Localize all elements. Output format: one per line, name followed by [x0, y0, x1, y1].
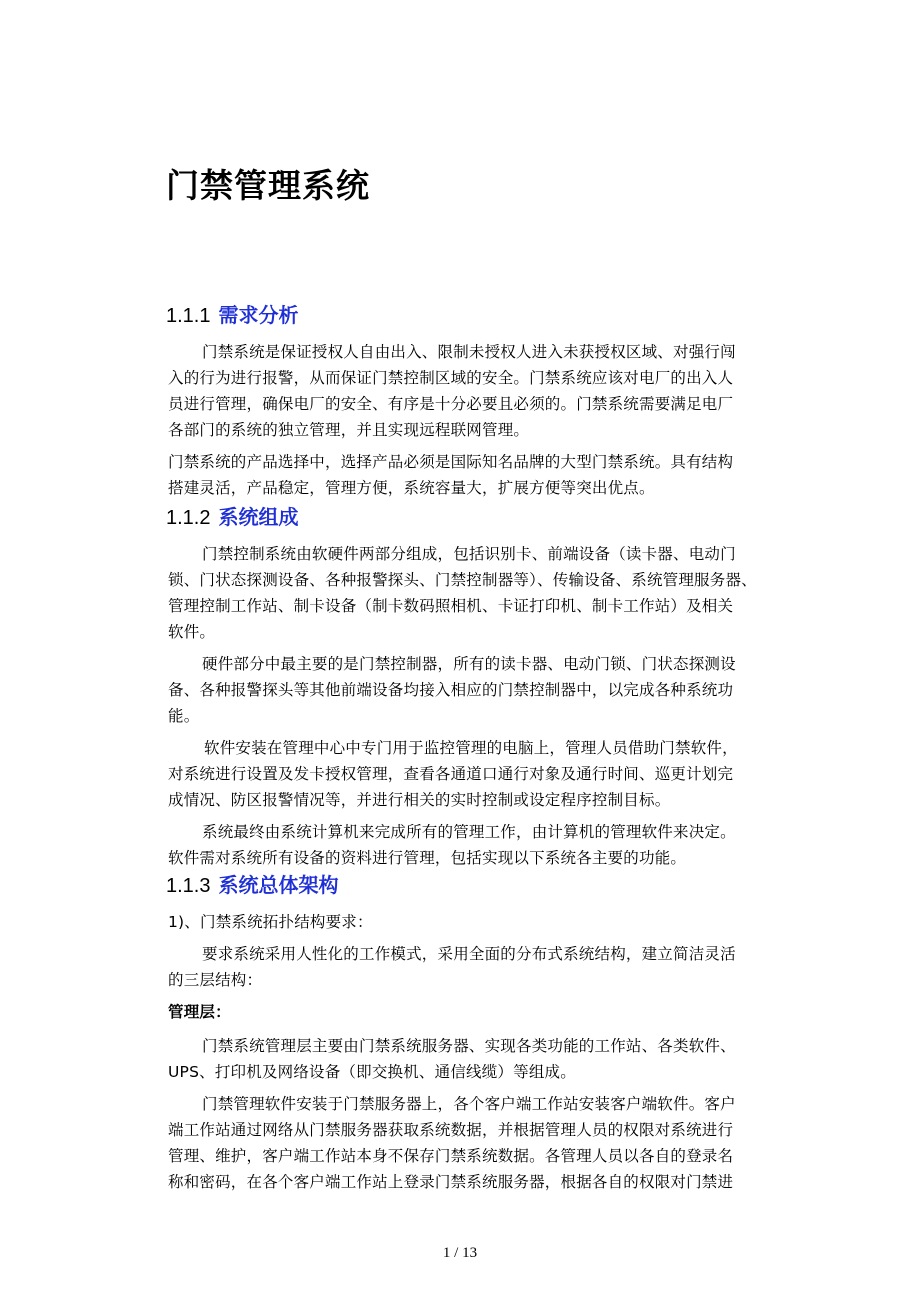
paragraph-line: 管理控制工作站、制卡设备（制卡数码照相机、卡证打印机、制卡工作站）及相关	[168, 597, 734, 615]
section-heading-1-1-3	[166, 870, 338, 901]
paragraph-line: 门禁系统管理层主要由门禁系统服务器、实现各类功能的工作站、各类软件、	[202, 1037, 736, 1055]
paragraph-line: 门禁系统是保证授权人自由出入、限制未授权人进入未获授权区域、对强行闯	[202, 343, 736, 361]
paragraph-line: UPS、打印机及网络设备（即交换机、通信线缆）等组成。	[168, 1063, 576, 1081]
section-number: 1.1.2	[166, 507, 211, 529]
section-number: 1.1.3	[166, 875, 211, 897]
paragraph-line: 门禁管理软件安装于门禁服务器上，各个客户端工作站安装客户端软件。客户	[202, 1095, 736, 1113]
paragraph-line: 软件安装在管理中心中专门用于监控管理的电脑上，管理人员借助门禁软件，	[204, 739, 738, 757]
section-title: 需求分析	[218, 303, 299, 327]
paragraph-line: 能。	[168, 707, 200, 725]
paragraph-line: 端工作站通过网络从门禁服务器获取系统数据，并根据管理人员的权限对系统进行	[168, 1121, 734, 1139]
page-number: 1 / 13	[442, 1245, 478, 1261]
section-number: 1.1.1	[166, 305, 211, 327]
paragraph-line: 要求系统采用人性化的工作模式，采用全面的分布式系统结构，建立简洁灵活	[202, 945, 736, 963]
paragraph-line: 各部门的系统的独立管理，并且实现远程联网管理。	[168, 421, 530, 439]
paragraph-line: 系统最终由系统计算机来完成所有的管理工作，由计算机的管理软件来决定。	[202, 823, 736, 841]
paragraph-line: 门禁控制系统由软硬件两部分组成，包括识别卡、前端设备（读卡器、电动门	[202, 545, 736, 563]
paragraph-line: 软件。	[168, 623, 216, 641]
paragraph-line: 搭建灵活，产品稳定，管理方便，系统容量大，扩展方便等突出优点。	[168, 479, 655, 497]
document-title: 门禁管理系统	[166, 166, 370, 205]
section-heading-1-1-2	[166, 502, 298, 533]
paragraph-line: 备、各种报警探头等其他前端设备均接入相应的门禁控制器中，以完成各种系统功	[168, 681, 734, 699]
paragraph-line: 管理、维护，客户端工作站本身不保存门禁系统数据。各管理人员以各自的登录名	[168, 1147, 734, 1165]
subheading-management-layer: 管理层：	[168, 1003, 231, 1021]
paragraph-line: 的三层结构：	[168, 971, 263, 989]
paragraph-line: 成情况、防区报警情况等，并进行相关的实时控制或设定程序控制目标。	[168, 791, 671, 809]
paragraph-line: 员进行管理，确保电厂的安全、有序是十分必要且必须的。门禁系统需要满足电厂	[168, 395, 734, 413]
section-title: 系统总体架构	[218, 873, 339, 897]
paragraph-line: 称和密码，在各个客户端工作站上登录门禁系统服务器，根据各自的权限对门禁进	[168, 1173, 734, 1191]
section-title: 系统组成	[218, 505, 299, 529]
paragraph-line: 软件需对系统所有设备的资料进行管理，包括实现以下系统各主要的功能。	[168, 849, 687, 867]
section-heading-1-1-1	[166, 300, 298, 331]
paragraph-line: 硬件部分中最主要的是门禁控制器，所有的读卡器、电动门锁、门状态探测设	[202, 655, 736, 673]
paragraph-line: 入的行为进行报警，从而保证门禁控制区域的安全。门禁系统应该对电厂的出入人	[168, 369, 734, 387]
paragraph-line: 锁、门状态探测设备、各种报警探头、门禁控制器等）、传输设备、系统管理服务器、	[168, 571, 757, 589]
paragraph-line: 1)、门禁系统拓扑结构要求：	[168, 913, 373, 931]
paragraph-line: 门禁系统的产品选择中，选择产品必须是国际知名品牌的大型门禁系统。具有结构	[168, 453, 734, 471]
paragraph-line: 对系统进行设置及发卡授权管理，查看各通道口通行对象及通行时间、巡更计划完	[168, 765, 734, 783]
